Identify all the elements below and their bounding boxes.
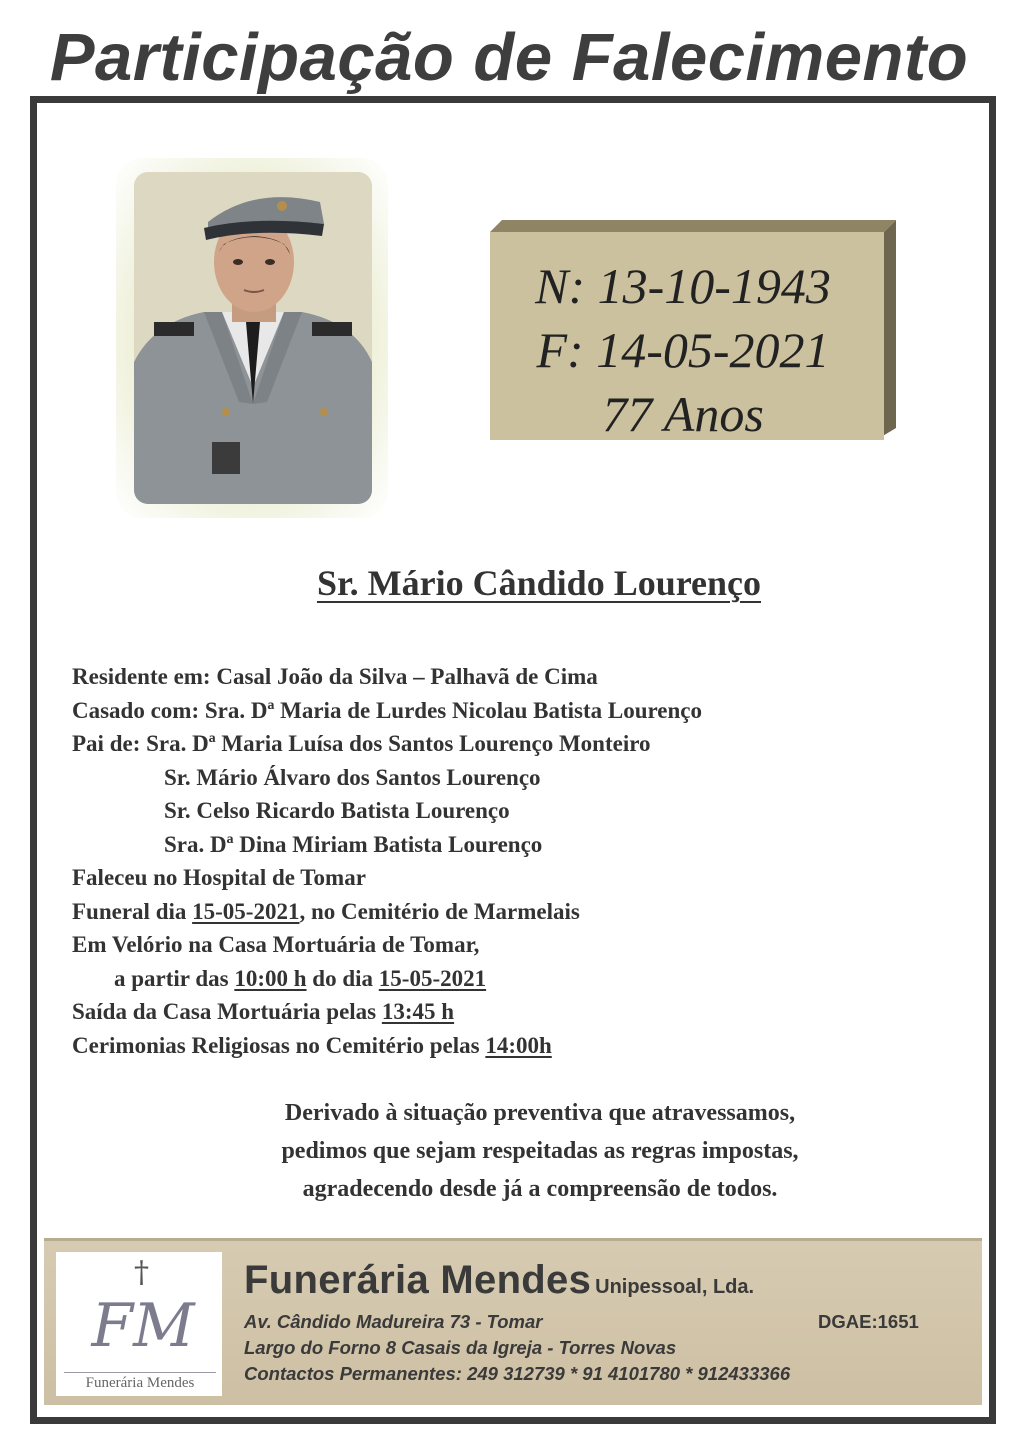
funeral-date: 15-05-2021 <box>192 898 300 924</box>
birth-date: N: 13-10-1943 <box>535 258 831 314</box>
address-torres-novas: Largo do Forno 8 Casais da Igreja - Torres Novas <box>244 1337 677 1358</box>
wake-from-prefix: a partir das <box>114 965 235 991</box>
wake-line: Em Velório na Casa Mortuária de Tomar, <box>72 932 480 957</box>
child-line: Sra. Dª Dina Miriam Batista Lourenço <box>164 831 543 857</box>
logo-monogram: FM <box>91 1291 195 1361</box>
page-title: Participação de Falecimento <box>49 20 969 95</box>
deceased-name: Sr. Mário Cândido Lourenço <box>316 563 762 603</box>
company-suffix: Unipessoal, Lda. <box>595 1276 755 1298</box>
notice-line: Derivado à situação preventiva que atravessamos, <box>284 1100 796 1126</box>
spouse-line: Casado com: Sra. Dª Maria de Lurdes Nicolau Batista Lourenço <box>72 697 703 723</box>
wake-date: 15-05-2021 <box>378 965 487 991</box>
cross-icon: † <box>134 1255 149 1290</box>
notice-line: pedimos que sejam respeitadas as regras impostas, <box>281 1138 799 1164</box>
ceremony-line <box>72 1029 952 1063</box>
wake-from-mid: do dia <box>306 965 379 991</box>
ceremony-time: 14:00h <box>485 1032 552 1058</box>
funeral-suffix: , no Cemitério de Marmelais <box>299 898 580 924</box>
age: 77 Anos <box>602 386 764 442</box>
dates-plaque <box>490 220 896 440</box>
dgae-code: DGAE:1651 <box>818 1311 919 1332</box>
departure-prefix: Saída da Casa Mortuária pelas <box>72 999 382 1024</box>
contacts-line: Contactos Permanentes: 249 312739 * 91 4101780 * 912433366 <box>244 1363 791 1384</box>
company-name <box>244 1258 754 1303</box>
notice-line: agradecendo desde já a compreensão de todos. <box>302 1176 778 1202</box>
departure-time: 13:45 h <box>381 999 455 1024</box>
notice-text <box>60 1094 1018 1208</box>
ceremony-prefix: Cerimonias Religiosas no Cemitério pelas <box>72 1032 486 1058</box>
funeral-line <box>72 895 952 929</box>
details-block <box>72 660 952 1062</box>
logo-label: Funerária Mendes <box>64 1372 216 1392</box>
child-line: Sr. Celso Ricardo Batista Lourenço <box>164 798 510 823</box>
portrait-photo <box>134 172 372 504</box>
address-tomar: Av. Cândido Madureira 73 - Tomar <box>244 1311 543 1332</box>
funeral-prefix: Funeral dia <box>72 898 193 924</box>
death-date: F: 14-05-2021 <box>536 322 830 378</box>
wake-time-line <box>72 962 952 996</box>
children-intro-line: Pai de: Sra. Dª Maria Luísa dos Santos Lourenço Monteiro <box>72 731 651 756</box>
wake-time: 10:00 h <box>234 965 307 991</box>
child-line: Sr. Mário Álvaro dos Santos Lourenço <box>164 764 541 790</box>
residence-line: Residente em: Casal João da Silva – Palhavã de Cima <box>72 664 598 689</box>
died-at-line: Faleceu no Hospital de Tomar <box>72 865 366 890</box>
company-name-main: Funerária Mendes <box>244 1258 592 1302</box>
departure-line <box>72 995 952 1029</box>
